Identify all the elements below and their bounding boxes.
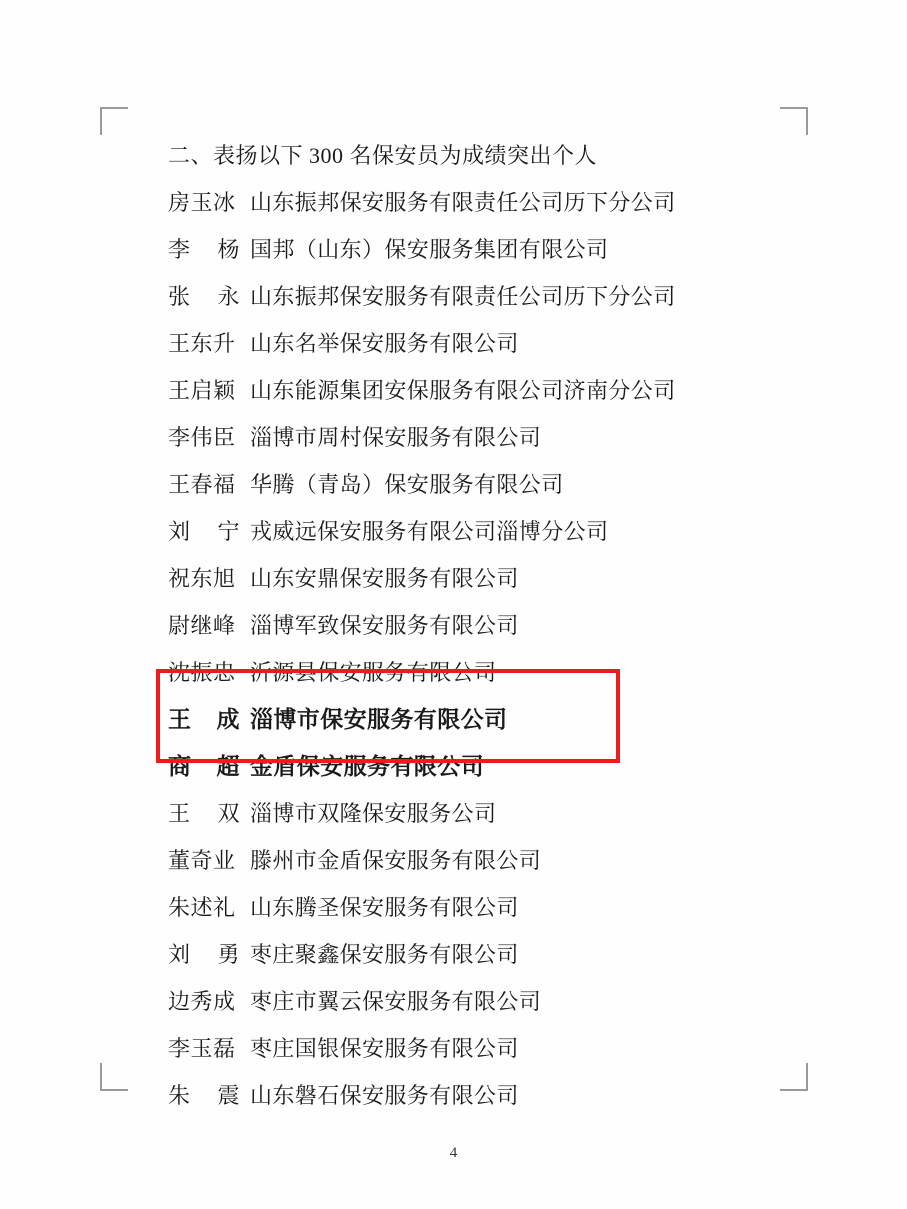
entry-company-name: 淄博市双隆保安服务公司 <box>250 801 497 826</box>
entry-person-name: 边秀成 <box>168 989 236 1014</box>
entry-company-name: 淄博市周村保安服务有限公司 <box>250 425 542 450</box>
crop-mark-top-right <box>780 107 808 135</box>
entry-company-name: 山东名举保安服务有限公司 <box>250 331 519 356</box>
entry-company-name: 滕州市金盾保安服务有限公司 <box>250 848 542 873</box>
entry-person-name: 王 双 <box>168 801 240 826</box>
entry-company-name: 枣庄国银保安服务有限公司 <box>250 1036 519 1061</box>
entry-person-name: 刘 勇 <box>168 942 240 967</box>
entry-company-name: 金盾保安服务有限公司 <box>250 754 484 779</box>
entry-company-name: 山东振邦保安服务有限责任公司历下分公司 <box>250 284 676 309</box>
crop-mark-bottom-left <box>100 1063 128 1091</box>
entry-person-name: 李伟臣 <box>168 425 236 450</box>
page-number: 4 <box>449 1145 458 1161</box>
award-entry-row <box>168 978 768 1025</box>
entry-person-name: 朱述礼 <box>168 895 236 920</box>
award-entry-row <box>168 837 768 884</box>
entry-person-name: 尉继峰 <box>168 613 236 638</box>
crop-mark-bottom-right <box>780 1063 808 1091</box>
award-entry-row <box>168 226 768 273</box>
award-entry-row <box>168 649 768 696</box>
award-entry-row <box>168 696 768 743</box>
section-heading: 二、表扬以下 300 名保安员为成绩突出个人 <box>168 143 598 168</box>
award-entry-row <box>168 1025 768 1072</box>
award-entry-row <box>168 320 768 367</box>
award-entry-row <box>168 602 768 649</box>
entry-person-name: 王启颖 <box>168 378 236 403</box>
award-entry-row <box>168 1072 768 1119</box>
entry-person-name: 刘 宁 <box>168 519 240 544</box>
entry-person-name: 沈振忠 <box>168 660 236 685</box>
entry-person-name: 李玉磊 <box>168 1036 236 1061</box>
award-entry-row <box>168 884 768 931</box>
entry-company-name: 山东振邦保安服务有限责任公司历下分公司 <box>250 190 676 215</box>
entry-company-name: 山东安鼎保安服务有限公司 <box>250 566 519 591</box>
entry-company-name: 淄博市保安服务有限公司 <box>250 707 508 732</box>
entry-person-name: 董奇业 <box>168 848 236 873</box>
award-entry-row <box>168 555 768 602</box>
entry-person-name: 祝东旭 <box>168 566 236 591</box>
entry-person-name: 王 成 <box>168 707 240 732</box>
award-entry-row <box>168 414 768 461</box>
award-entry-row <box>168 931 768 978</box>
award-entry-row <box>168 179 768 226</box>
entry-person-name: 张 永 <box>168 284 240 309</box>
document-body <box>168 132 768 1119</box>
award-list <box>168 179 768 1119</box>
entry-company-name: 枣庄市翼云保安服务有限公司 <box>250 989 542 1014</box>
award-entry-row <box>168 273 768 320</box>
entry-person-name: 王春福 <box>168 472 236 497</box>
award-entry-row <box>168 367 768 414</box>
entry-company-name: 山东磐石保安服务有限公司 <box>250 1083 519 1108</box>
award-entry-row <box>168 743 768 790</box>
crop-mark-top-left <box>100 107 128 135</box>
entry-company-name: 戎威远保安服务有限公司淄博分公司 <box>250 519 609 544</box>
entry-person-name: 李 杨 <box>168 237 240 262</box>
entry-person-name: 朱 震 <box>168 1083 240 1108</box>
entry-company-name: 山东腾圣保安服务有限公司 <box>250 895 519 920</box>
entry-company-name: 华腾（青岛）保安服务有限公司 <box>250 472 564 497</box>
entry-company-name: 沂源县保安服务有限公司 <box>250 660 497 685</box>
entry-company-name: 淄博军致保安服务有限公司 <box>250 613 519 638</box>
entry-company-name: 国邦（山东）保安服务集团有限公司 <box>250 237 609 262</box>
award-entry-row <box>168 508 768 555</box>
entry-person-name: 商 超 <box>168 754 240 779</box>
entry-company-name: 山东能源集团安保服务有限公司济南分公司 <box>250 378 676 403</box>
entry-person-name: 王东升 <box>168 331 236 356</box>
award-entry-row <box>168 461 768 508</box>
entry-company-name: 枣庄聚鑫保安服务有限公司 <box>250 942 519 967</box>
entry-person-name: 房玉冰 <box>168 190 236 215</box>
award-entry-row <box>168 790 768 837</box>
